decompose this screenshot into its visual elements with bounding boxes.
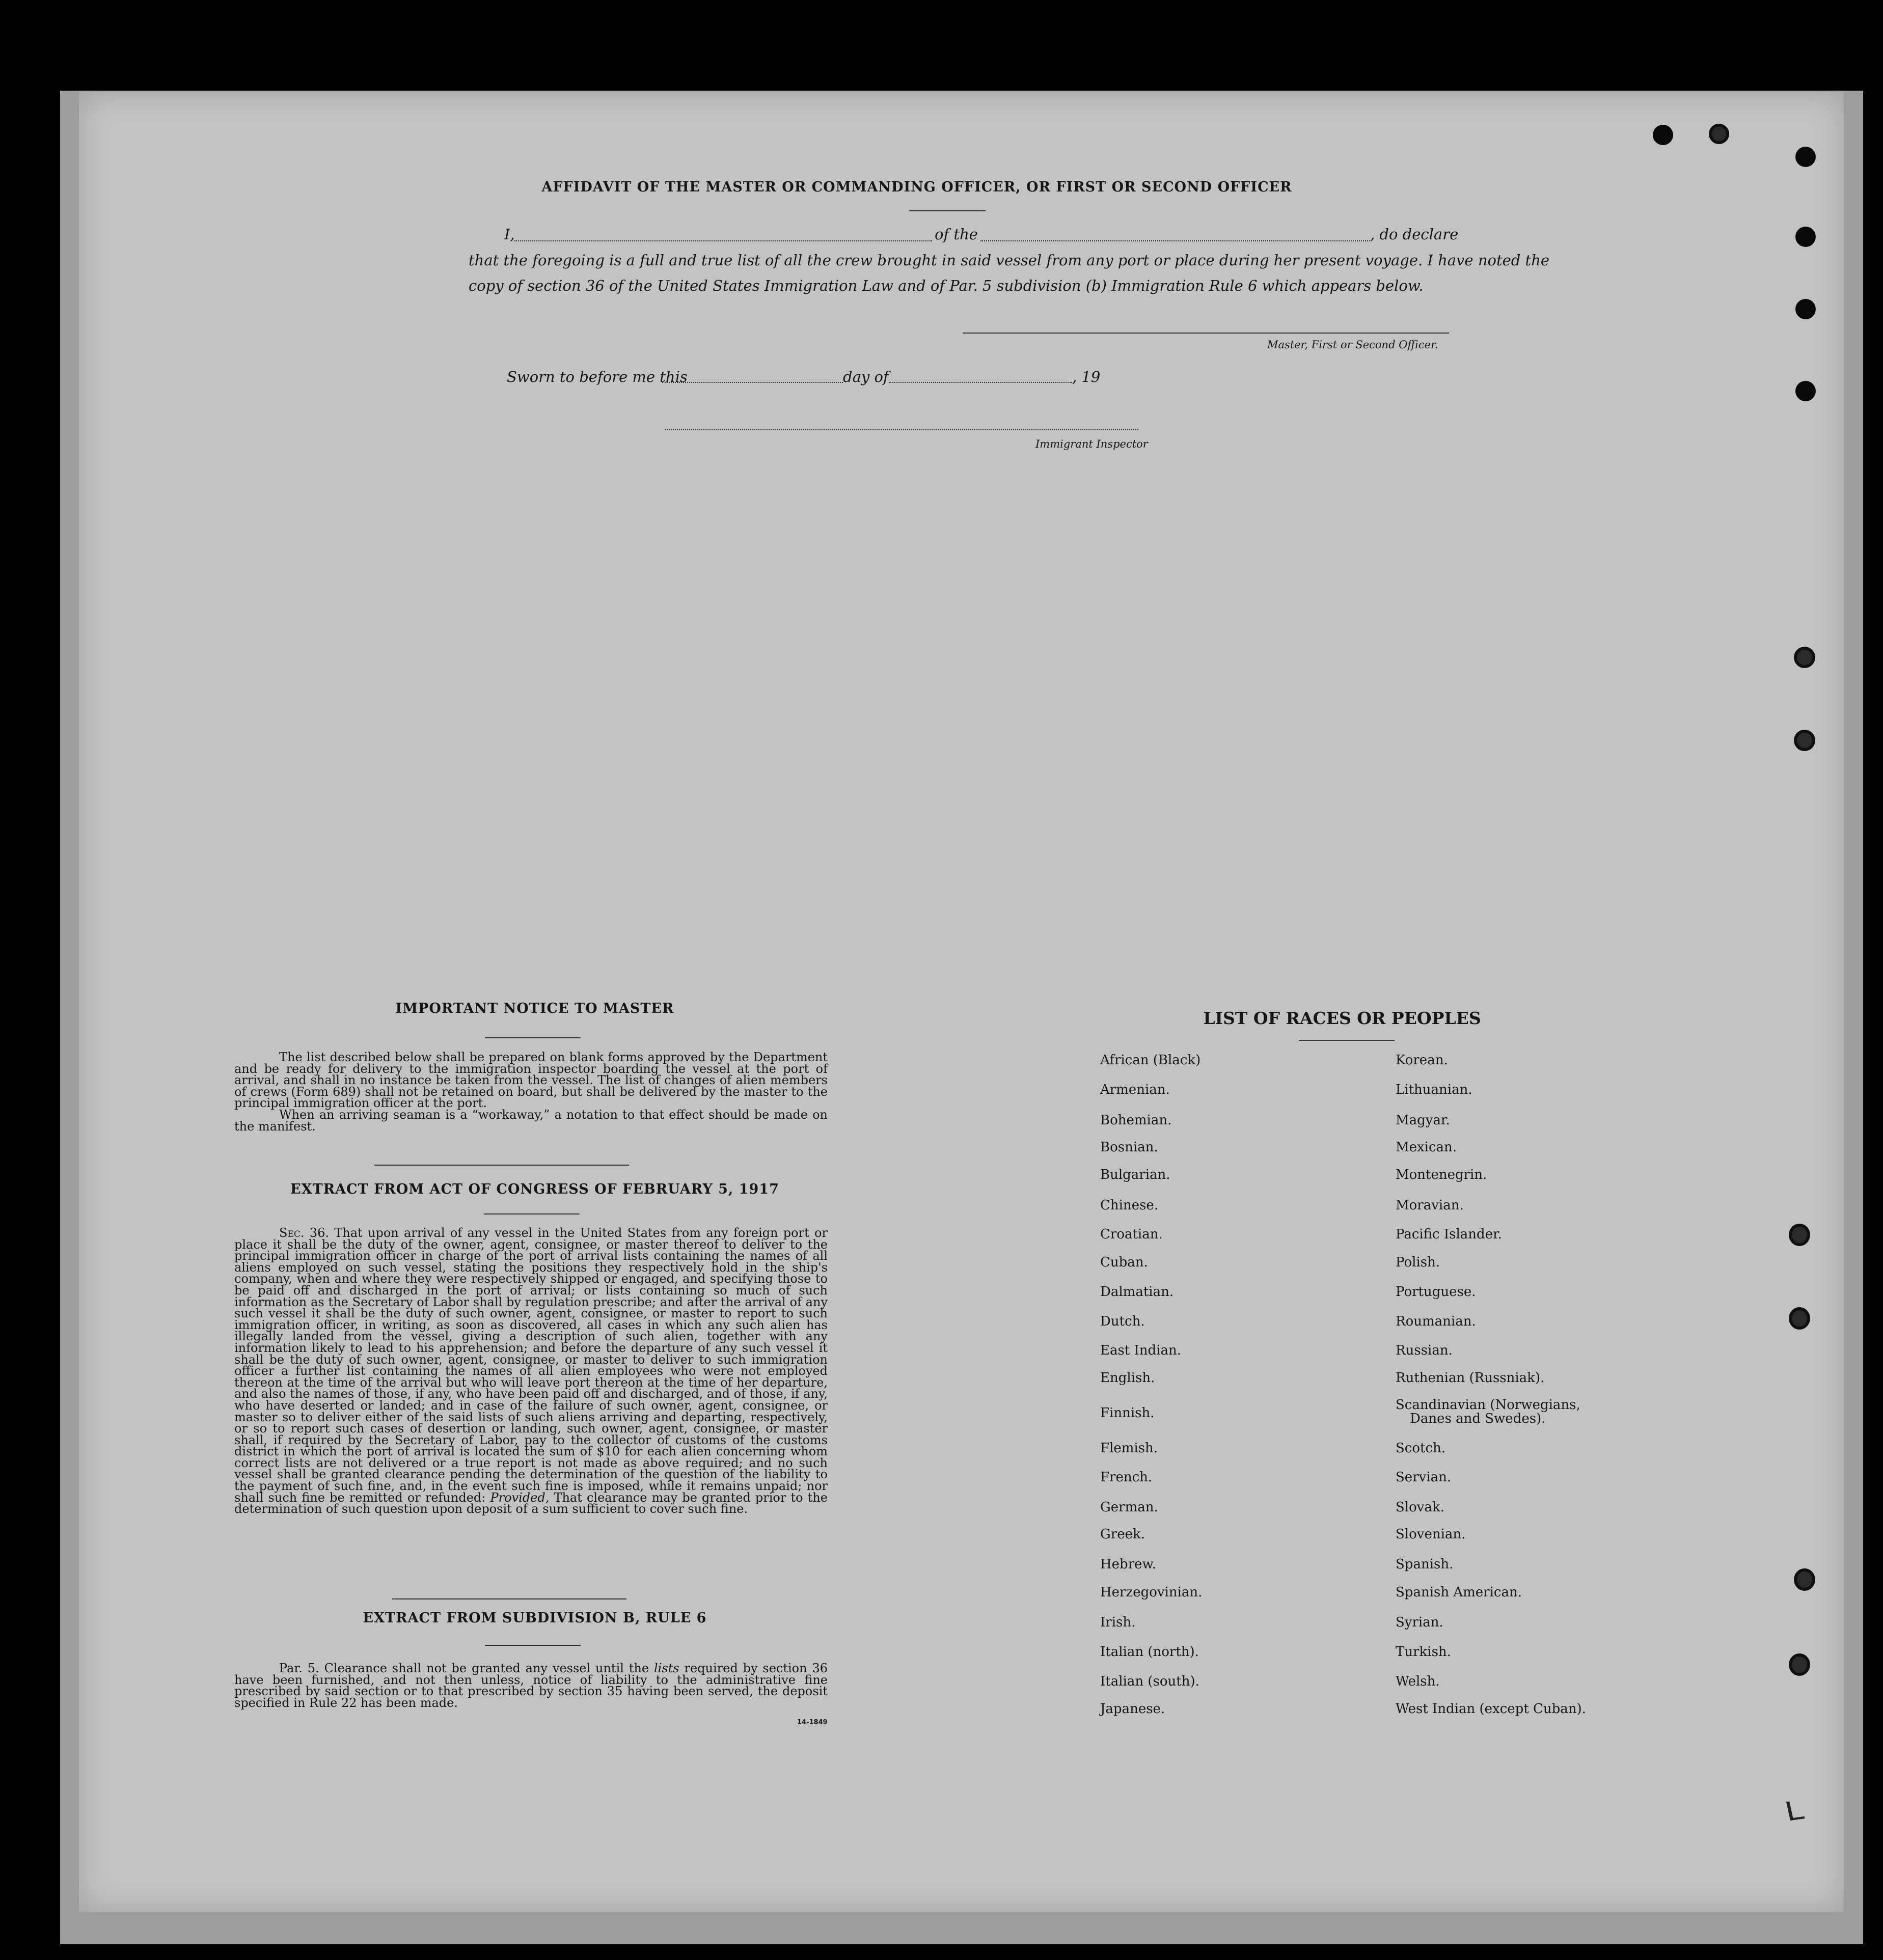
race-left-9: Dalmatian.: [1100, 1284, 1174, 1300]
lists-label: lists: [653, 1661, 679, 1675]
race-right-23: West Indian (except Cuban).: [1396, 1701, 1586, 1717]
binder-hole-11: [1794, 1568, 1815, 1591]
race-left-14: Flemish.: [1100, 1441, 1158, 1456]
race-left-18: Hebrew.: [1100, 1557, 1156, 1572]
sworn-day-field[interactable]: [662, 382, 843, 383]
race-right-4: Mexican.: [1396, 1140, 1457, 1155]
rule-text-b: required by section 36 have been furnished, and not then unless, notice of liability to the administrative fine prescribed by said section or to that prescribed by section 35 having been served, the deposit specified in Rule 22 has been made.: [234, 1661, 828, 1710]
act-extract-body: [234, 1227, 828, 1515]
race-left-22: Italian (south).: [1100, 1674, 1199, 1689]
race-right-22: Welsh.: [1396, 1674, 1440, 1689]
section-label: Sec. 36.: [279, 1226, 329, 1240]
race-left-23: Japanese.: [1100, 1701, 1165, 1717]
race-left-21: Italian (north).: [1100, 1644, 1199, 1660]
affidavit-title-rule: [909, 210, 986, 211]
binder-hole-4: [1795, 227, 1816, 247]
races-title: LIST OF RACES OR PEOPLES: [1203, 1008, 1481, 1028]
race-left-13: Finnish.: [1100, 1405, 1155, 1421]
race-right-3: Magyar.: [1396, 1113, 1450, 1128]
affidavit-title: AFFIDAVIT OF THE MASTER OR COMMANDING OFFICER, OR FIRST OR SECOND OFFICER: [541, 179, 1292, 195]
act-extract-title-rule: [484, 1213, 580, 1214]
race-right-20: Syrian.: [1396, 1615, 1443, 1630]
race-right-16: Slovak.: [1396, 1500, 1444, 1515]
rule-extract-title: EXTRACT FROM SUBDIVISION B, RULE 6: [363, 1610, 707, 1626]
rule-extract-body: [234, 1663, 828, 1708]
affidavit-line-2: that the foregoing is a full and true list of all the crew brought in said vessel from any port or place during her present voyage. I have noted the: [469, 252, 1550, 269]
race-left-20: Irish.: [1100, 1615, 1136, 1630]
race-right-2: Lithuanian.: [1396, 1082, 1472, 1097]
races-title-rule: [1299, 1040, 1395, 1041]
binder-hole-7: [1794, 647, 1815, 668]
rule-extract-title-rule: [485, 1645, 581, 1646]
year-label: , 19: [1072, 368, 1101, 385]
race-left-2: Armenian.: [1100, 1082, 1170, 1097]
race-right-11: Russian.: [1396, 1343, 1453, 1358]
race-left-15: French.: [1100, 1470, 1153, 1485]
notice-title: IMPORTANT NOTICE TO MASTER: [395, 1001, 674, 1016]
inspector-label: Immigrant Inspector: [1035, 438, 1148, 450]
race-right-17: Slovenian.: [1396, 1527, 1466, 1542]
race-right-10: Roumanian.: [1396, 1314, 1476, 1329]
notice-paragraph-2: When an arriving seaman is a “workaway,” a notation to that effect should be made on the manifest.: [234, 1107, 828, 1134]
affidavit-of-the-label: of the: [935, 226, 978, 243]
race-left-6: Chinese.: [1100, 1198, 1159, 1213]
race-left-8: Cuban.: [1100, 1255, 1148, 1270]
race-right-8: Polish.: [1396, 1255, 1440, 1270]
vessel-name-field[interactable]: [980, 240, 1370, 241]
officer-signature-field[interactable]: [963, 333, 1449, 334]
sworn-month-field[interactable]: [889, 382, 1072, 383]
section-36-text-end: That clearance may be granted prior to the determination of such question upon deposit of a sum sufficient to cover such fine.: [234, 1490, 828, 1516]
race-right-18: Spanish.: [1396, 1557, 1454, 1572]
race-left-16: German.: [1100, 1500, 1158, 1515]
binder-hole-5: [1795, 299, 1816, 319]
race-right-14: Scotch.: [1396, 1441, 1446, 1456]
affidavit-declare-label: , do declare: [1370, 226, 1459, 243]
binder-hole-2: [1709, 124, 1729, 144]
race-left-1: African (Black): [1100, 1053, 1201, 1068]
notice-title-rule: [485, 1037, 581, 1038]
race-right-15: Servian.: [1396, 1470, 1452, 1485]
affidavit-line-3: copy of section 36 of the United States Immigration Law and of Par. 5 subdivision (b) Immigration Rule 6 which appears below.: [469, 277, 1424, 294]
rule-text-a: Par. 5. Clearance shall not be granted any vessel until the: [279, 1661, 649, 1675]
race-right-9: Portuguese.: [1396, 1284, 1476, 1300]
race-right-7: Pacific Islander.: [1396, 1227, 1502, 1242]
race-right-13: Scandinavian (Norwegians,: [1396, 1397, 1580, 1413]
binder-hole-6: [1795, 381, 1816, 401]
race-right-1: Korean.: [1396, 1053, 1448, 1068]
declarant-name-field[interactable]: [514, 240, 932, 241]
race-left-5: Bulgarian.: [1100, 1167, 1170, 1182]
handwritten-corner-mark: L: [1782, 1795, 1807, 1828]
race-right-13-continuation: Danes and Swedes).: [1410, 1411, 1546, 1426]
race-left-10: Dutch.: [1100, 1314, 1145, 1329]
provided-label: Provided,: [490, 1490, 550, 1505]
race-right-12: Ruthenian (Russniak).: [1396, 1370, 1545, 1386]
affidavit-i-label: I,: [504, 226, 515, 243]
form-page: [79, 92, 1844, 1912]
inspector-signature-field[interactable]: [665, 429, 1138, 430]
sworn-label: Sworn to before me this: [507, 368, 688, 385]
race-right-5: Montenegrin.: [1396, 1167, 1487, 1182]
notice-paragraph-1: The list described below shall be prepared on blank forms approved by the Department and be ready for delivery to the immigration inspector boarding the vessel at the port of arrival, and shall in no instance be taken from the vessel. The list of changes of alien members of crews (Form 689) shall not be retained on board, but shall be delivered by the master to the principal immigration officer at the port.: [234, 1050, 828, 1111]
binder-hole-10: [1789, 1307, 1810, 1330]
binder-hole-12: [1789, 1653, 1810, 1676]
race-right-21: Turkish.: [1396, 1644, 1451, 1660]
act-extract-title: EXTRACT FROM ACT OF CONGRESS OF FEBRUARY 5, 1917: [290, 1181, 779, 1197]
day-of-label: day of: [843, 368, 889, 385]
binder-hole-3: [1795, 147, 1816, 167]
race-left-7: Croatian.: [1100, 1227, 1163, 1242]
race-left-12: English.: [1100, 1370, 1155, 1386]
act-extract-end-rule: [392, 1598, 626, 1599]
race-left-4: Bosnian.: [1100, 1140, 1158, 1155]
officer-signature-label: Master, First or Second Officer.: [1267, 339, 1438, 351]
race-right-19: Spanish American.: [1396, 1585, 1522, 1600]
binder-hole-8: [1794, 730, 1815, 751]
race-left-19: Herzegovinian.: [1100, 1585, 1203, 1600]
notice-end-rule: [374, 1165, 629, 1166]
notice-body: [234, 1052, 828, 1132]
race-left-11: East Indian.: [1100, 1343, 1182, 1358]
section-36-text: That upon arrival of any vessel in the United States from any foreign port or place it shall be the duty of the owner, agent, consignee, or master thereof to deliver to the principal immigration officer in charge of the port of arrival lists containing the names of all aliens employed on such vessel, stating the positions they respectively hold in the ship's company, when and where they were respectively shipped or engaged, and specifying those to be paid off and discharged in the port of arrival; or lists containing so much of such information as the Secretary of Labor shall by regulation prescribe; and after the arrival of any such vessel it shall be the duty of such owner, agent, consignee, or master to report to such immigration officer, in writing, as soon as discovered, all cases in which any such alien has illegally landed from the vessel, giving a description of such alien, together with any information likely to lead to his apprehension; and before the departure of any such vessel it shall be the duty of such owner, agent, consignee, or master to deliver to such immigration officer a further list containing the names of all alien employees who were not employed thereon at the time of the arrival but who will leave port thereon at the time of her departure, and also the names of those, if any, who have been paid off and discharged, and of those, if any, who have deserted or landed; and in case of the failure of such owner, agent, consignee, or master so to deliver either of the said lists of such aliens arriving and departing, respectively, or so to report such cases of desertion or landing, such owner, agent, consignee, or master shall, if required by the Secretary of Labor, pay to the collector of customs of the customs district in which the port of arrival is located the sum of $10 for each alien concerning whom correct lists are not delivered or a true report is not made as above required; and no such vessel shall be granted clearance pending the determination of the question of the liability to the payment of such fine, and, in the event such fine is imposed, while it remains unpaid; nor shall such fine be remitted or refunded:: [234, 1226, 828, 1505]
binder-hole-9: [1789, 1224, 1810, 1246]
race-right-6: Moravian.: [1396, 1198, 1464, 1213]
form-number: 14-1849: [797, 1719, 828, 1726]
binder-hole-1: [1653, 125, 1673, 145]
race-left-3: Bohemian.: [1100, 1113, 1172, 1128]
race-left-17: Greek.: [1100, 1527, 1145, 1542]
